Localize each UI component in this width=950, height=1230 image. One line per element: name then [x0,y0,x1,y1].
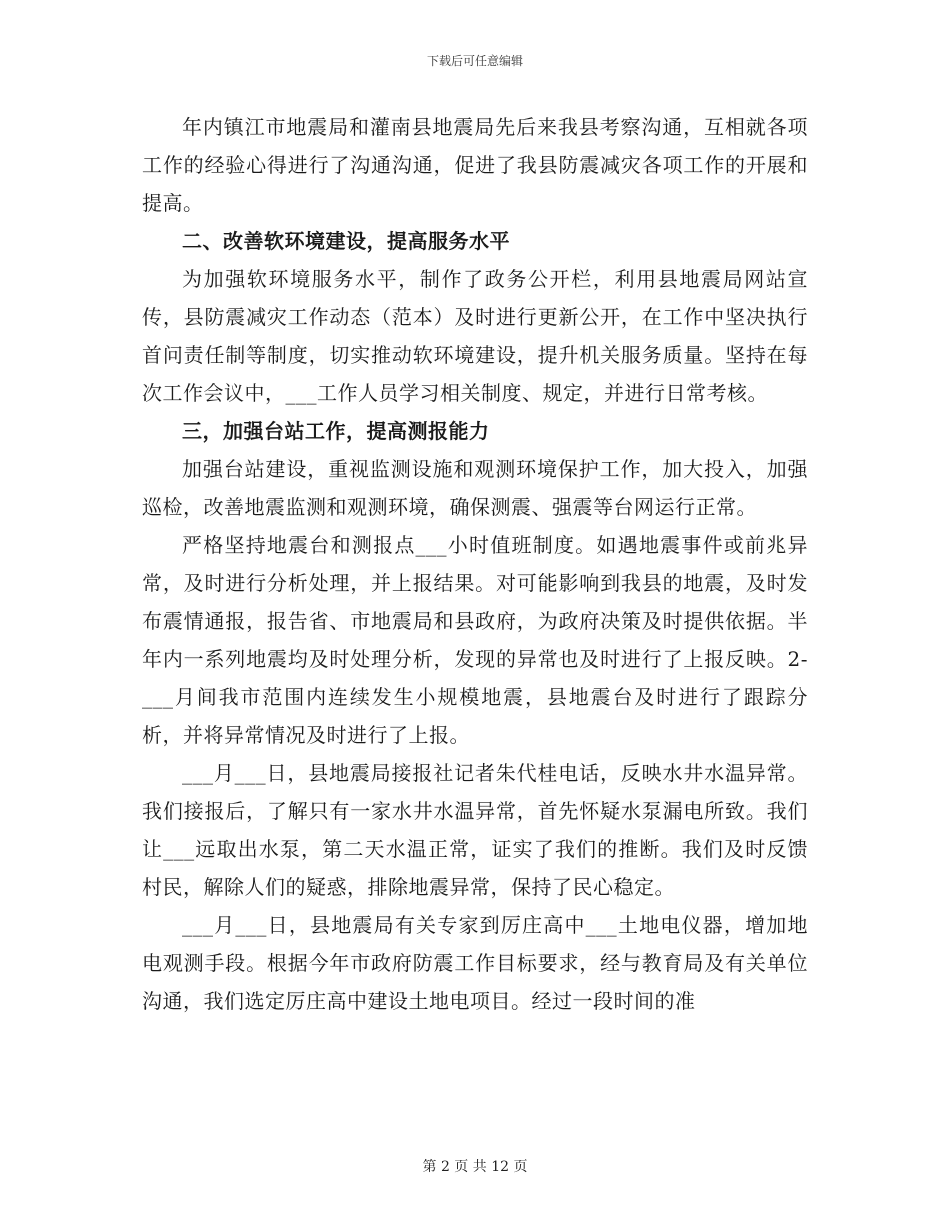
page-header: 下载后可任意编辑 [426,54,523,68]
document-body [142,108,808,1020]
page-footer: 第 2 页 共 12 页 [422,1159,528,1175]
paragraph-1: 年内镇江市地震局和灌南县地震局先后来我县考察沟通，互相就各项工作的经验心得进行了沟通沟通，促进了我县防震减灾各项工作的开展和提高。 [142,115,808,215]
section-heading-2: 二、改善软环境建设，提高服务水平 [182,229,510,253]
section-heading-3: 三，加强台站工作，提高测报能力 [182,419,490,443]
paragraph-5: ___月___日，县地震局接报社记者朱代桂电话，反映水井水温异常。我们接报后，了解只有一家水井水温异常，首先怀疑水泵漏电所致。我们让___远取出水泵，第二天水温正常，证实了我们的推断。我们及时反馈村民，解除人们的疑惑，排除地震异常，保持了民心稳定。 [142,761,808,899]
paragraph-3: 加强台站建设，重视监测设施和观测环境保护工作，加大投入，加强巡检，改善地震监测和观测环境，确保测震、强震等台网运行正常。 [142,457,808,519]
paragraph-4: 严格坚持地震台和测报点___小时值班制度。如遇地震事件或前兆异常，及时进行分析处理，并上报结果。对可能影响到我县的地震，及时发布震情通报，报告省、市地震局和县政府，为政府决策及时提供依据。半年内一系列地震均及时处理分析，发现的异常也及时进行了上报反映。2-___月间我市范围内连续发生小规模地震，县地震台及时进行了跟踪分析，并将异常情况及时进行了上报。 [142,533,808,747]
paragraph-6: ___月___日，县地震局有关专家到厉庄高中___土地电仪器，增加地电观测手段。根据今年市政府防震工作目标要求，经与教育局及有关单位沟通，我们选定厉庄高中建设土地电项目。经过一段时间的准 [142,913,808,1013]
paragraph-2: 为加强软环境服务水平，制作了政务公开栏，利用县地震局网站宣传，县防震减灾工作动态（范本）及时进行更新公开，在工作中坚决执行首问责任制等制度，切实推动软环境建设，提升机关服务质量。坚持在每次工作会议中，___工作人员学习相关制度、规定，并进行日常考核。 [142,267,808,405]
